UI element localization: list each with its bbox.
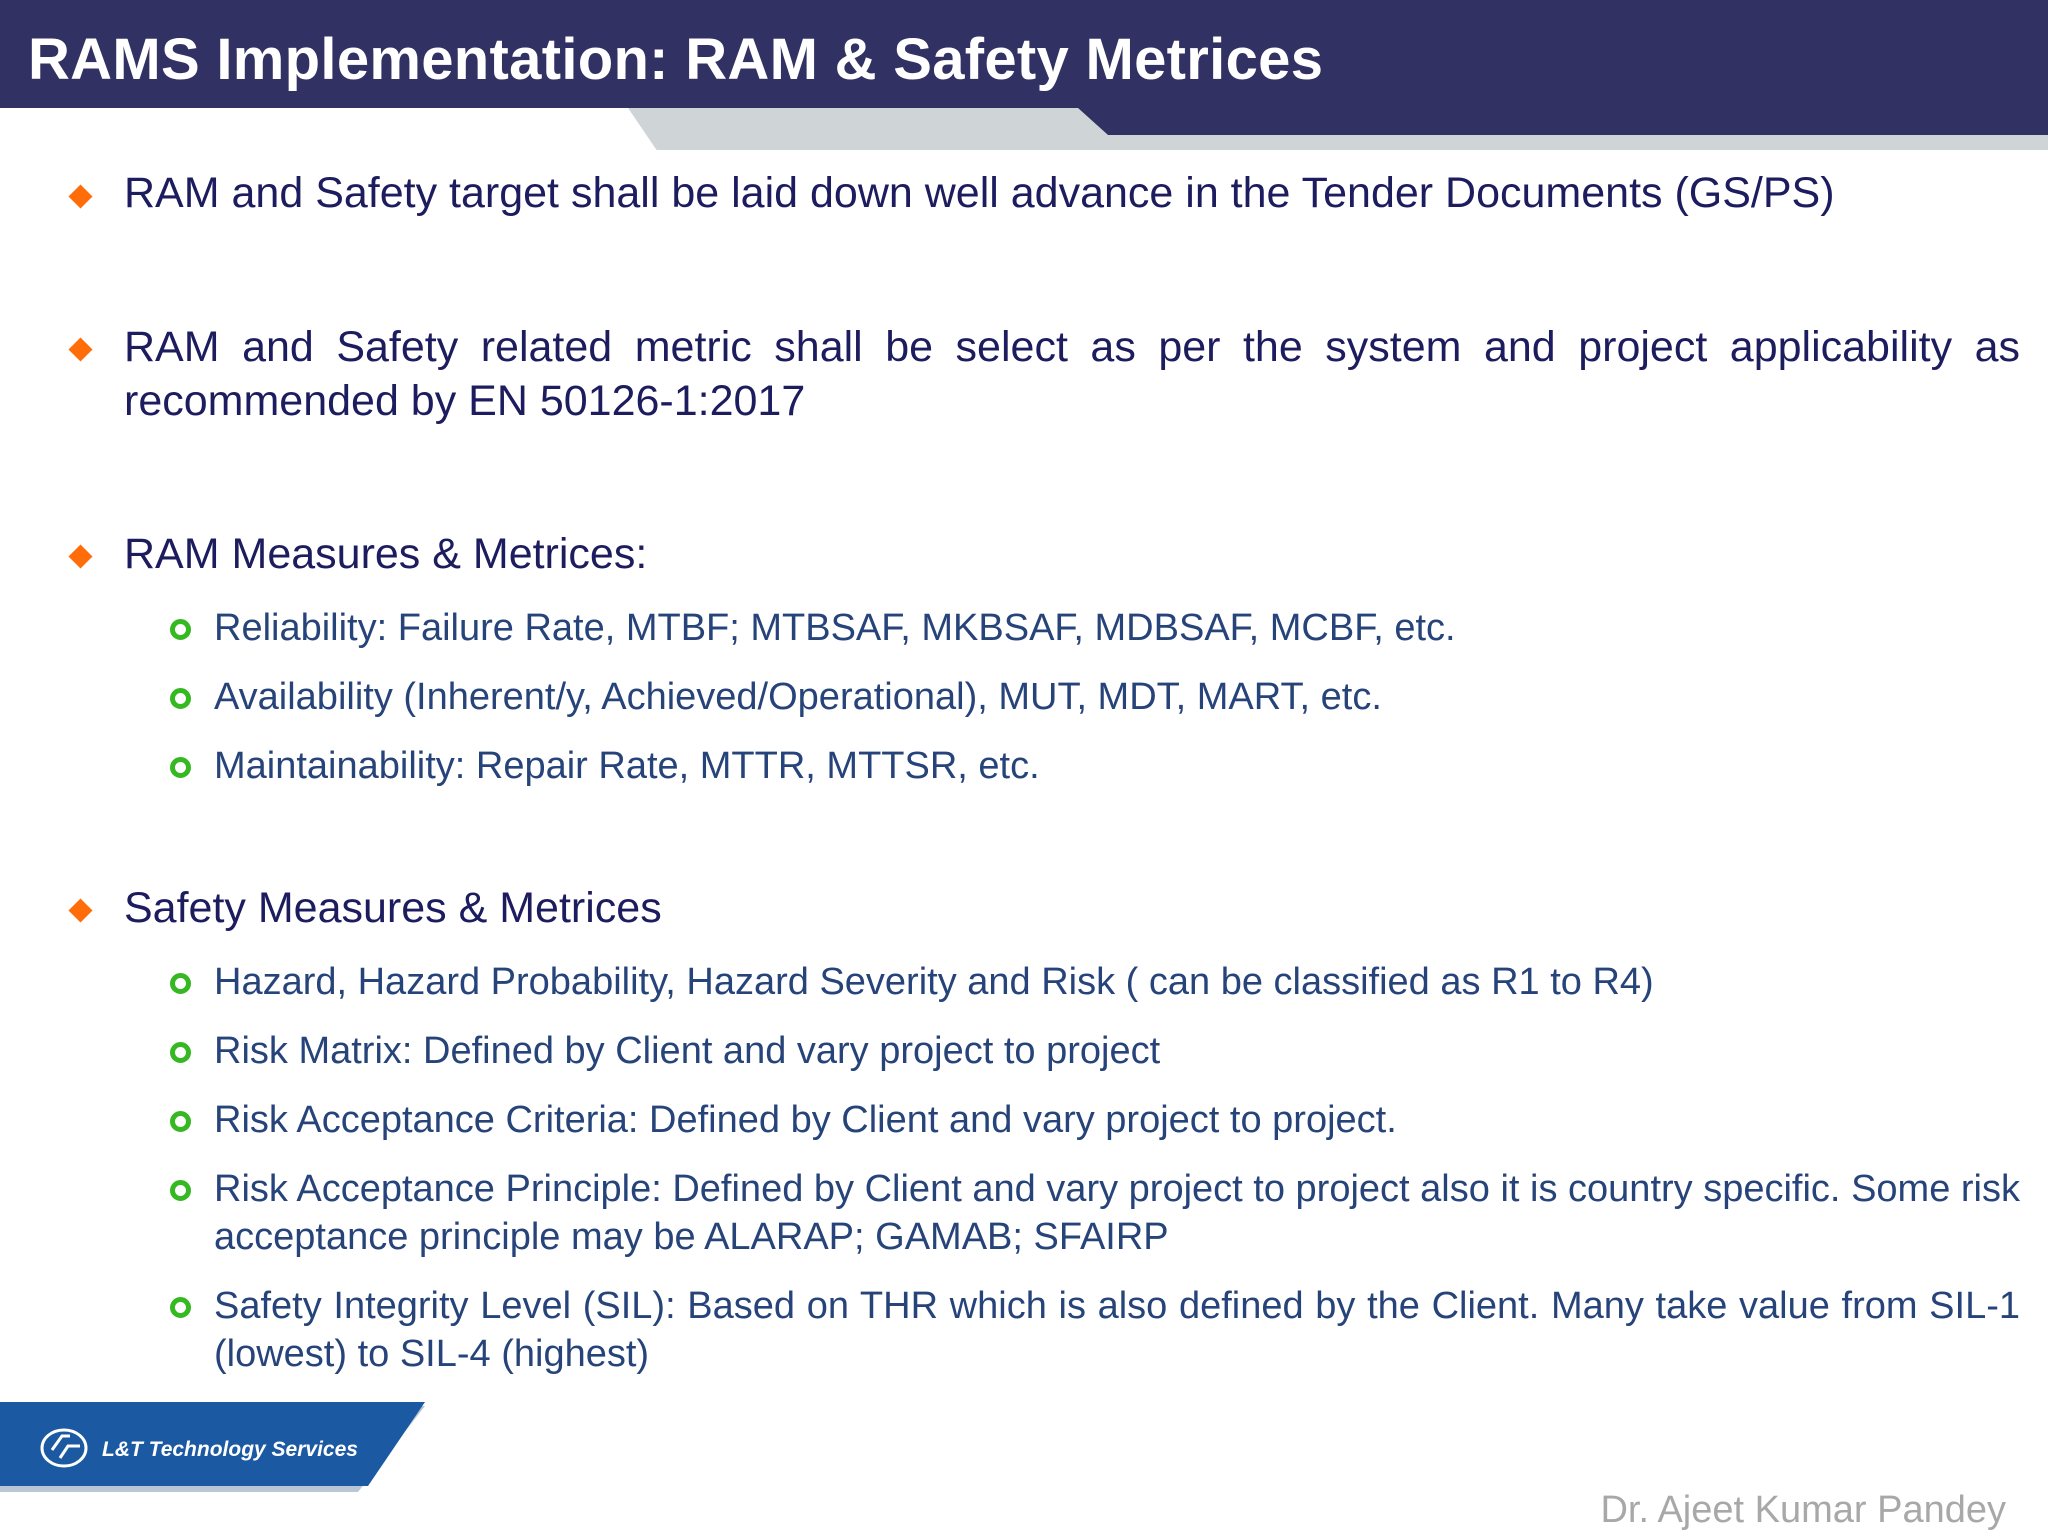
safety-item-sil: Safety Integrity Level (SIL): Based on THR which is also defined by the Client. Many take value from SIL-1 (lowest) to SIL-4 (highest) xyxy=(214,1285,2020,1375)
diamond-bullet-icon xyxy=(68,544,92,568)
diamond-bullet-icon xyxy=(68,337,92,361)
ring-bullet-icon xyxy=(170,757,191,778)
diamond-bullet-icon xyxy=(68,184,92,208)
safety-item-acceptance-criteria: Risk Acceptance Criteria: Defined by Client and vary project to project. xyxy=(214,1099,1397,1141)
ring-bullet-icon xyxy=(170,1180,191,1201)
ram-heading: RAM Measures & Metrices: xyxy=(124,530,648,578)
ram-item-reliability: Reliability: Failure Rate, MTBF; MTBSAF, MKBSAF, MDBSAF, MCBF, etc. xyxy=(214,607,1456,649)
safety-heading: Safety Measures & Metrices xyxy=(124,884,662,932)
slide-title: RAMS Implementation: RAM & Safety Metrices xyxy=(28,27,1324,92)
bullet-metric-select: RAM and Safety related metric shall be select as per the system and project applicability as recommended by EN 50126-1:2017 xyxy=(124,323,2020,425)
ring-bullet-icon xyxy=(170,1042,191,1063)
bullet-tender: RAM and Safety target shall be laid down well advance in the Tender Documents (GS/PS) xyxy=(124,169,1835,217)
ring-bullet-icon xyxy=(170,973,191,994)
author-name: Dr. Ajeet Kumar Pandey xyxy=(1600,1489,2006,1531)
safety-item-acceptance-principle: Risk Acceptance Principle: Defined by Client and vary project to project also it is country specific. Some risk acceptance principle may be ALARAP; GAMAB; SFAIRP xyxy=(214,1168,2020,1258)
safety-item-risk-matrix: Risk Matrix: Defined by Client and vary project to project xyxy=(214,1030,1161,1072)
ring-bullet-icon xyxy=(170,619,191,640)
diamond-bullet-icon xyxy=(68,898,92,922)
ring-bullet-icon xyxy=(170,1297,191,1318)
company-name: L&T Technology Services xyxy=(102,1438,358,1461)
safety-item-hazard: Hazard, Hazard Probability, Hazard Severity and Risk ( can be classified as R1 to R4) xyxy=(214,961,1654,1003)
ring-bullet-icon xyxy=(170,1111,191,1132)
ram-item-availability: Availability (Inherent/y, Achieved/Operational), MUT, MDT, MART, etc. xyxy=(214,676,1382,718)
ram-item-maintainability: Maintainability: Repair Rate, MTTR, MTTSR, etc. xyxy=(214,745,1040,787)
ring-bullet-icon xyxy=(170,688,191,709)
